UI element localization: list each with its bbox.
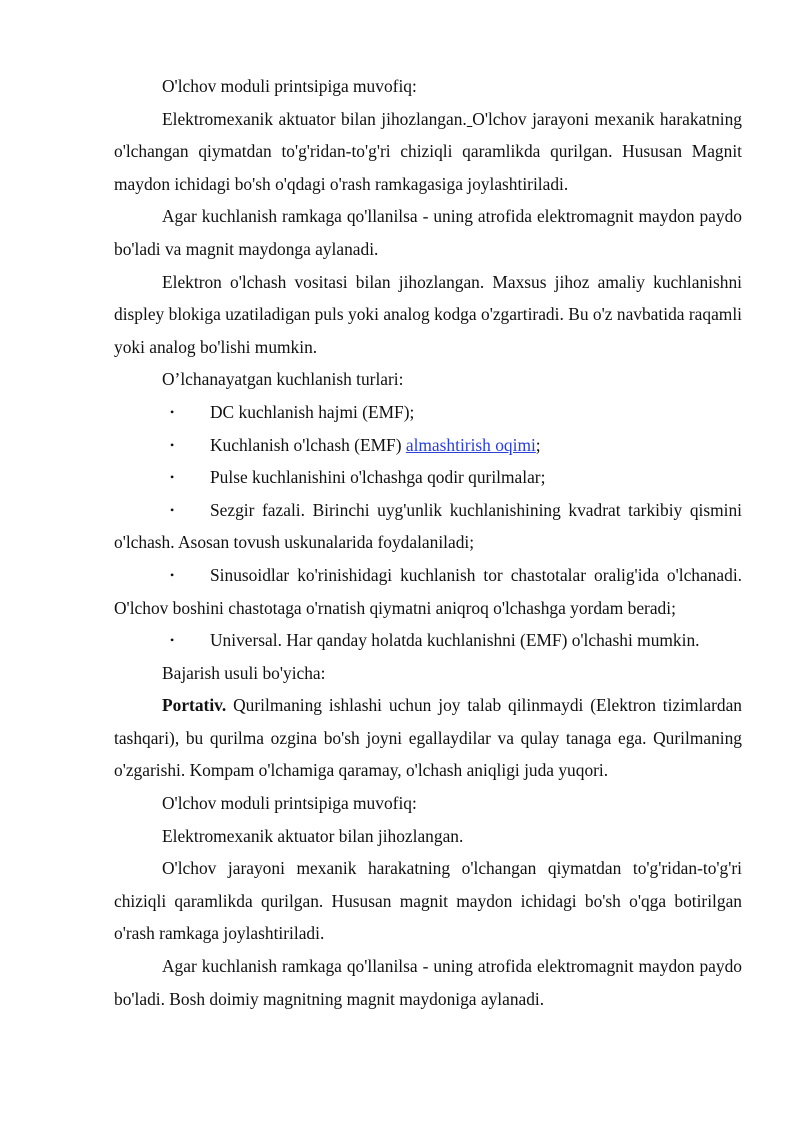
list-item-universal [114,624,742,657]
paragraph-electromechanical [114,103,742,201]
paragraph-portable [114,689,742,787]
bullet-icon: • [170,567,175,582]
list-item-pulse [114,461,742,494]
list-item-dc [114,396,742,429]
list-item-text-end: ; [535,434,541,455]
paragraph-measurement-principle: O'lchov moduli printsipiga muvofiq: [162,76,417,96]
list-item-text: Kuchlanish o'lchash (EMF) [210,434,406,455]
paragraph-electromechanical-lead: Elektromexanik aktuator bilan jihozlangan. [162,108,467,129]
paragraph-voltage-types-heading: O’lchanayatgan kuchlanish turlari: [162,369,404,390]
bullet-icon: • [170,437,175,452]
list-item-ac [114,429,742,462]
list-item-text: Pulse kuchlanishini o'lchashga qodir qurilmalar; [210,467,546,488]
portable-description: Qurilmaning ishlashi uchun joy talab qilinmaydi (Elektron tizimlardan tashqari), bu qurilma ozgina bo'sh joyni egallaydilar va qulay tanaga ega. Qurilmaning o'zgarishi. Kompam o'lchamiga qaramay, o'lchash aniqligi juda yuqori. [114,695,742,781]
bullet-icon: • [170,404,175,419]
list-item-phase-sensitive [114,494,742,559]
paragraph-execution-method: Bajarish usuli bo'yicha: [162,662,326,683]
paragraph-electronic-measurement: Elektron o'lchash vositasi bilan jihozlangan. Maxsus jihoz amaliy kuchlanishni displey blokiga uzatiladigan puls yoki analog kodga o'zgartiradi. Bu o'z navbatida raqamli yoki analog bo'lishi mumkin. [114,271,742,357]
list-item-text: Universal. Har qanday holatda kuchlanishni (EMF) o'lchashi mumkin. [210,630,700,651]
paragraph-measurement-principle-repeat: O'lchov moduli printsipiga muvofiq: [162,793,417,814]
paragraph-electromechanical-repeat: Elektromexanik aktuator bilan jihozlangan. [162,825,464,846]
list-item-sinusoidal [114,559,742,624]
paragraph-voltage-frame-repeat: Agar kuchlanish ramkaga qo'llanilsa - uning atrofida elektromagnit maydon paydo bo'ladi. Bosh doimiy magnitning magnit maydoniga aylanadi. [114,956,742,1009]
paragraph-measurement-process: O'lchov jarayoni mexanik harakatning o'lchangan qiymatdan to'g'ridan-to'g'ri chiziqli qaramlikda qurilgan. Hususan magnit maydon ichidagi bo'sh o'qga botirilgan o'rash ramkaga joylashtiriladi. [114,858,742,944]
portable-term: Portativ. [162,695,227,716]
link-alternating-current[interactable]: almashtirish oqimi [405,434,536,455]
list-item-text: Sinusoidlar ko'rinishidagi kuchlanish tor chastotalar oralig'ida o'lchanadi. O'lchov boshini chastotaga o'rnatish qiymatni aniqroq o'lchashga yordam beradi; [114,564,742,618]
list-item-text: DC kuchlanish hajmi (EMF); [210,401,415,422]
paragraph-voltage-frame: Agar kuchlanish ramkaga qo'llanilsa - uning atrofida elektromagnit maydon paydo bo'ladi va magnit maydonga aylanadi. [114,206,742,259]
bullet-icon: • [170,502,175,517]
bullet-icon: • [170,633,175,648]
document-body [114,70,742,1015]
bullet-icon: • [170,470,175,485]
list-item-text: Sezgir fazali. Birinchi uyg'unlik kuchlanishining kvadrat tarkibiy qismini o'lchash. Asosan tovush uskunalarida foydalaniladi; [114,499,742,553]
paragraph-electromechanical-body: O'lchov jarayoni mexanik harakatning o'lchangan qiymatdan to'g'ridan-to'g'ri chiziqli qaramlikda qurilgan. Hususan Magnit maydon ichidagi bo'sh o'qdagi o'rash ramkagasiga joylashtiriladi. [114,108,743,194]
